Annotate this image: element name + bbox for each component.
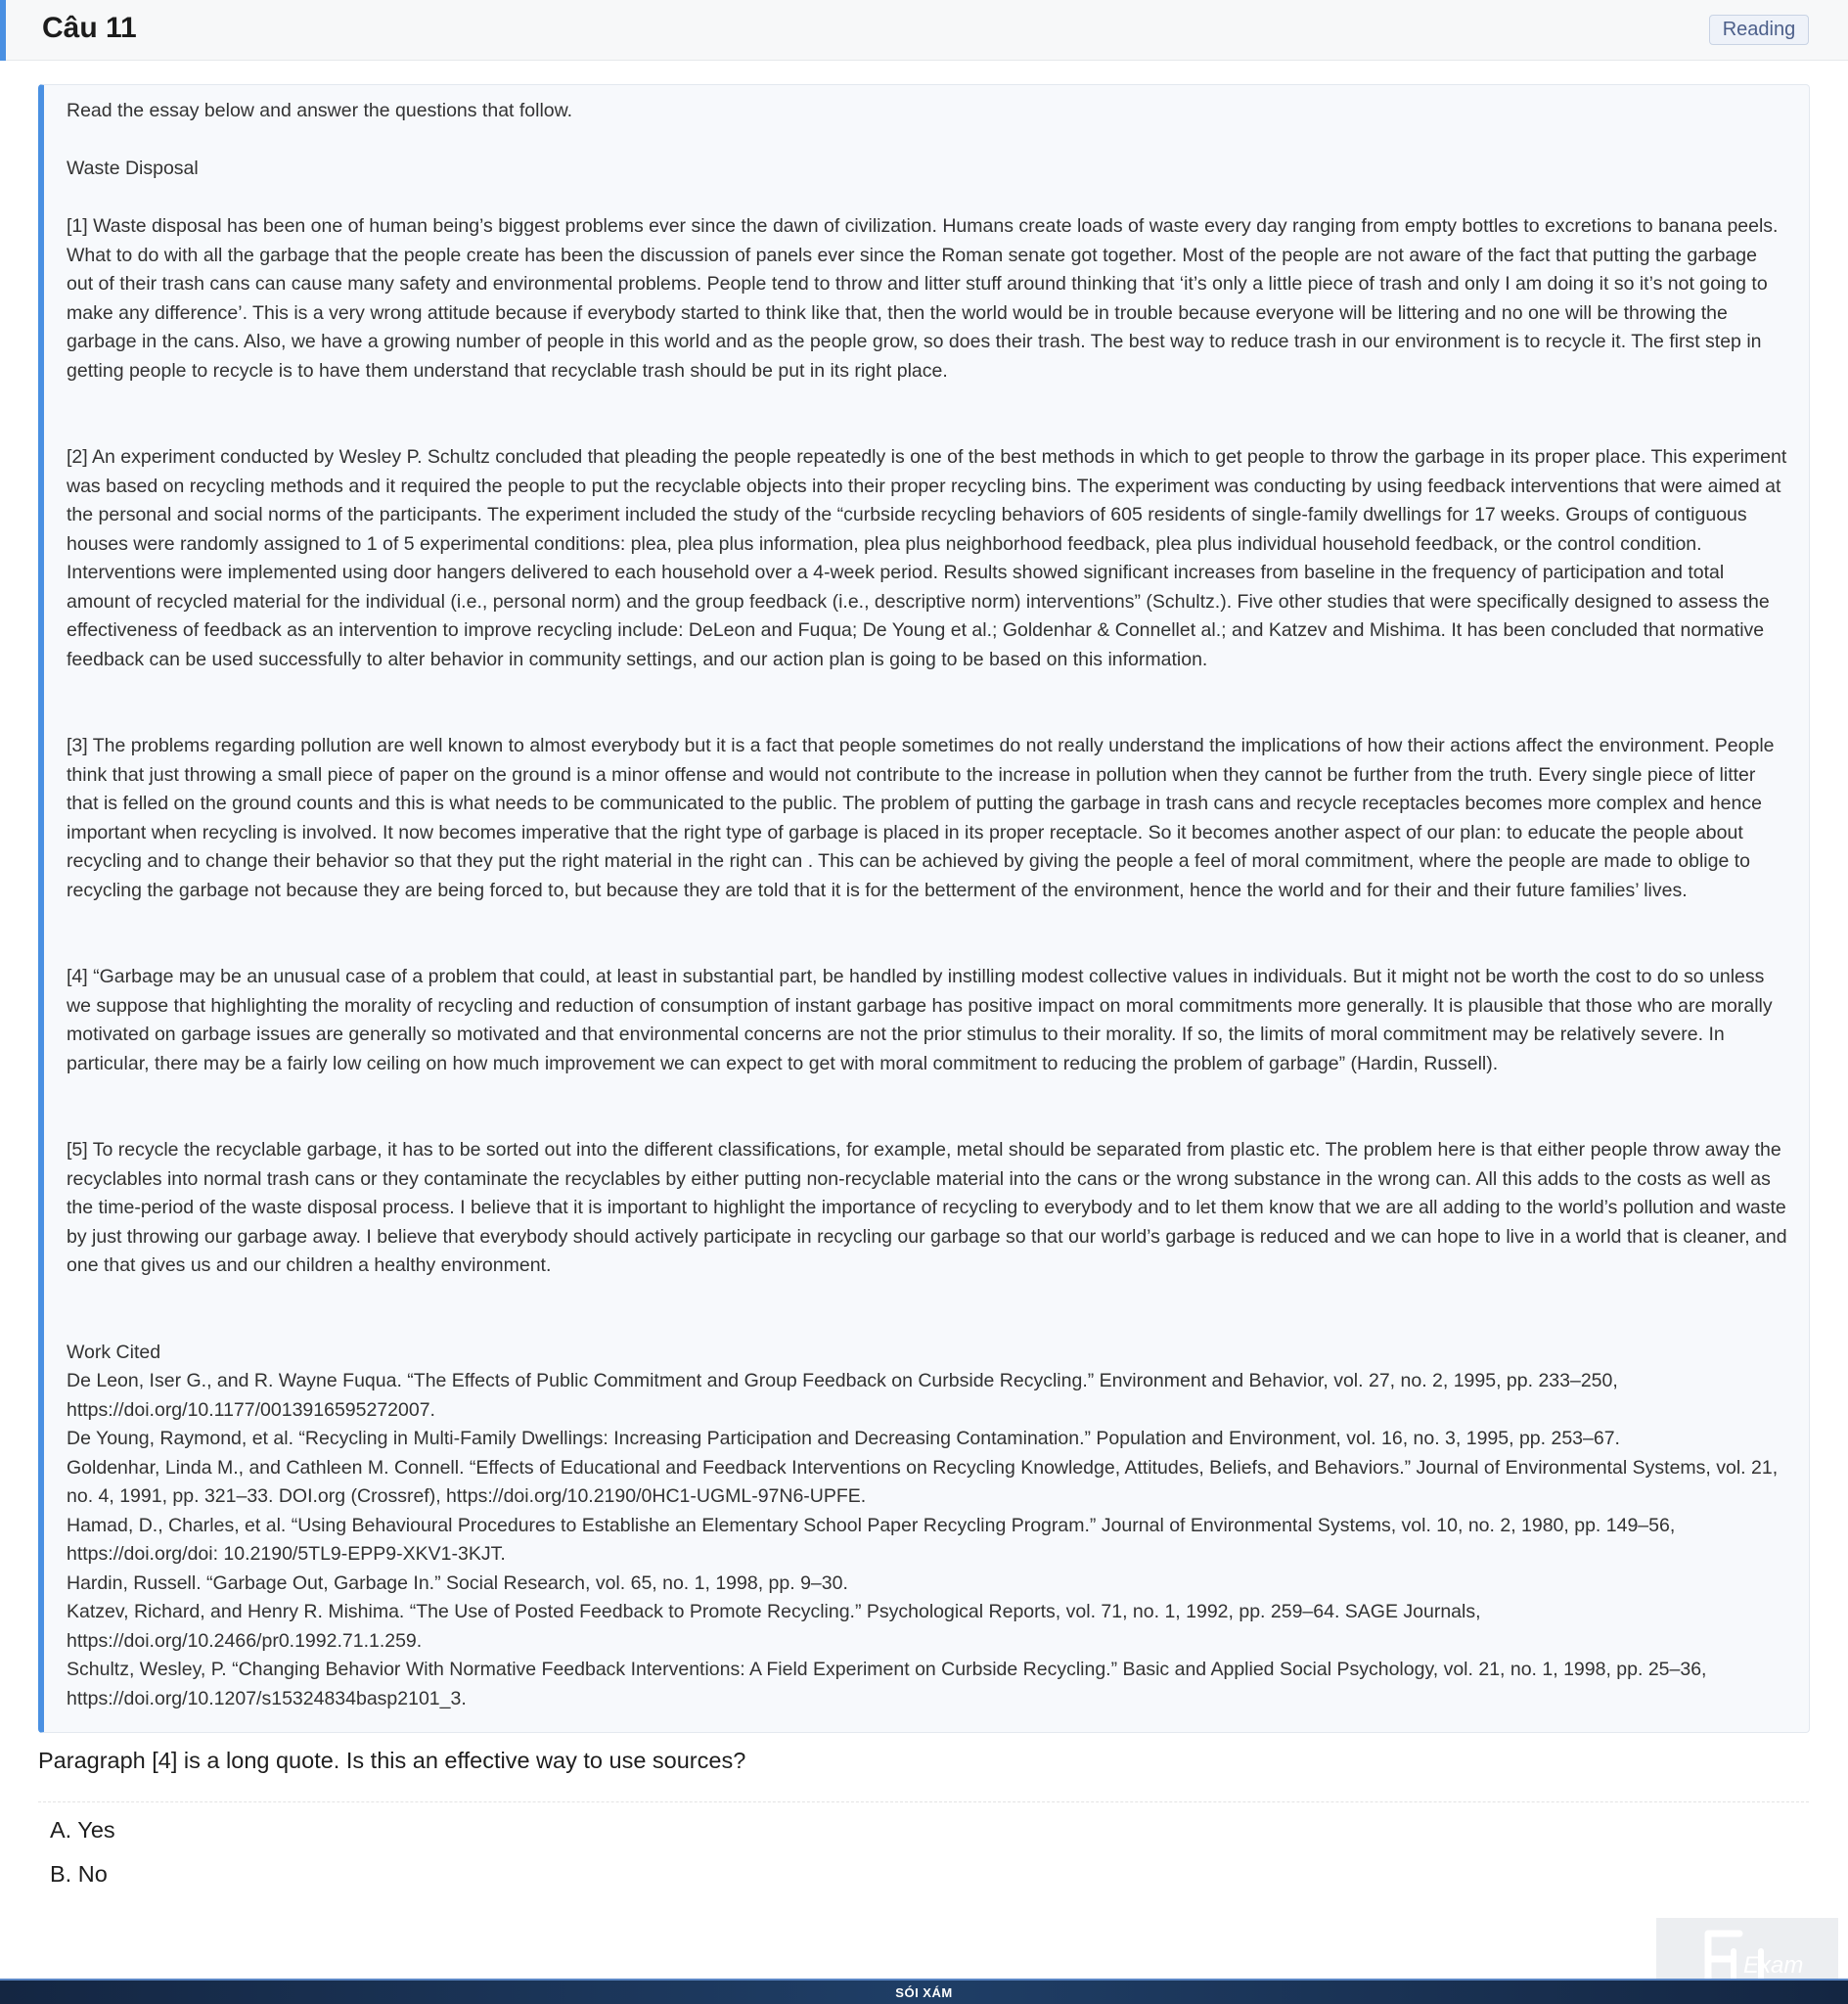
citation: Goldenhar, Linda M., and Cathleen M. Connell. “Effects of Educational and Feedback Interventions on Recycling Knowledge, Attitudes, Beliefs, and Behaviors.” Journal of Environmental Systems, vol. 21, no. 4, 1991, pp. 321–33. DOI.org (Crossref), https://doi.org/10.2190/0HC1-UGML-97N6-UPFE. bbox=[67, 1456, 1779, 1507]
site-footer-bar bbox=[0, 1979, 1848, 2004]
question-divider bbox=[38, 1801, 1809, 1802]
citation: De Young, Raymond, et al. “Recycling in Multi-Family Dwellings: Increasing Participation and Decreasing Contamination.” Population and Environment, vol. 16, no. 3, 1995, pp. 253–67. bbox=[67, 1428, 1620, 1449]
essay-title: Waste Disposal bbox=[67, 158, 199, 179]
passage-paragraph-2: [2] An experiment conducted by Wesley P. Schultz concluded that pleading the people repeatedly is one of the best methods in which to get people to throw the garbage in its proper place. This experiment was based on recycling methods and it required the people to put the recyclable objects into their proper recycling bins. The experiment was conducting by using feedback interventions that were aimed at the personal and social norms of the participants. The experiment included the study of the “curbside recycling behaviors of 605 residents of single-family dwellings for 17 weeks. Groups of contiguous houses were randomly assigned to 1 of 5 experimental conditions: plea, plea plus information, plea plus neighborhood feedback, plea plus individual household feedback, or the control condition. Interventions were implemented using door hangers delivered to each household over a 4-week period. Results showed significant increases from baseline in the frequency of participation and total amount of recycled material for the individual (i.e., personal norm) and the group feedback (i.e., descriptive norm) interventions” (Schultz.). Five other studies that were specifically designed to assess the effectiveness of feedback as an intervention to improve recycling include: DeLeon and Fuqua; De Young et al.; Goldenhar & Connellet al.; and Katzev and Mishima. It has been concluded that normative feedback can be used successfully to alter behavior in community settings, and our action plan is going to be based on this information. bbox=[67, 446, 1787, 670]
answer-option-a[interactable]: A. Yes bbox=[50, 1817, 115, 1843]
citation: Hamad, D., Charles, et al. “Using Behavioural Procedures to Establishe an Elementary School Paper Recycling Program.” Journal of Environmental Systems, vol. 10, no. 2, 1980, pp. 149–56, https://doi.org/doi: 10.2190/5TL9-EPP9-XKV1-3KJT. bbox=[67, 1514, 1676, 1565]
citation: Schultz, Wesley, P. “Changing Behavior With Normative Feedback Interventions: A Field Experiment on Curbside Recycling.” Basic and Applied Social Psychology, vol. 21, no. 1, 1998, pp. 25–36, https://doi.org/10.1207/s15324834basp2101_3. bbox=[67, 1659, 1707, 1709]
reading-passage bbox=[38, 84, 1810, 1733]
question-number-title: Câu 11 bbox=[42, 12, 137, 44]
footer-brand-text: SÓI XÁM bbox=[895, 1985, 953, 2000]
header-accent-bar bbox=[0, 0, 6, 61]
section-badge-reading: Reading bbox=[1709, 15, 1809, 45]
question-text: Paragraph [4] is a long quote. Is this an effective way to use sources? bbox=[38, 1748, 746, 1773]
works-cited-heading: Work Cited bbox=[67, 1341, 161, 1363]
passage-paragraph-3: [3] The problems regarding pollution are well known to almost everybody but it is a fact that people sometimes do not really understand the implications of how their actions affect the environment. People think that just throwing a small piece of paper on the ground is a minor offense and would not contribute to the increase in pollution when they cannot be further from the truth. Every single piece of litter that is felled on the ground counts and this is what needs to be communicated to the public. The problem of putting the garbage in trash cans and recycle receptacles becomes more complex and hence important when recycling is involved. It now becomes imperative that the right type of garbage is placed in its proper receptacle. So it becomes another aspect of our plan: to educate the people about recycling and to change their behavior so that they put the right material in the right can . This can be achieved by giving the people a feel of moral commitment, where the people are made to oblige to recycling the garbage not because they are being forced to, but because they are told that it is for the betterment of the environment, hence the world and for their and their future families’ lives. bbox=[67, 735, 1775, 901]
citation: De Leon, Iser G., and R. Wayne Fuqua. “The Effects of Public Commitment and Group Feedback on Curbside Recycling.” Environment and Behavior, vol. 27, no. 2, 1995, pp. 233–250, https://doi.org/10.1177/0013916595272007. bbox=[67, 1370, 1618, 1421]
question-header bbox=[0, 0, 1848, 61]
citation: Hardin, Russell. “Garbage Out, Garbage In.” Social Research, vol. 65, no. 1, 1998, pp. 9–30. bbox=[67, 1571, 848, 1594]
passage-instruction: Read the essay below and answer the questions that follow. bbox=[67, 100, 573, 121]
passage-paragraph-4: [4] “Garbage may be an unusual case of a problem that could, at least in substantial part, be handled by instilling modest collective values in individuals. But it might not be worth the cost to do so unless we suppose that highlighting the morality of recycling and reduction of consumption of instant garbage has positive impact on moral commitments more generally. It is plausible that those who are morally motivated on garbage issues are generally so motivated and that environmental concerns are not the prior stimulus to their morality. If so, the limits of moral commitment may be relatively severe. In particular, there may be a fairly low ceiling on how much improvement we can expect to get with moral commitment to reducing the problem of garbage” (Hardin, Russell). bbox=[67, 966, 1773, 1074]
answer-option-b[interactable]: B. No bbox=[50, 1861, 108, 1887]
passage-paragraph-1: [1] Waste disposal has been one of human being’s biggest problems ever since the dawn of civilization. Humans create loads of waste every day ranging from empty bottles to excretions to banana peels. What to do with all the garbage that the people create has been the discussion of panels ever since the Roman senate got together. Most of the people are not aware of the fact that putting the garbage out of their trash cans can cause many safety and environmental problems. People tend to throw and litter stuff around thinking that ‘it’s only a little piece of trash and only I am doing it so it’s not going to make any difference’. This is a very wrong attitude because if everybody started to think like that, then the world would be in trouble because everyone will be littering and no one will be throwing the garbage in the cans. Also, we have a growing number of people in this world and as the people grow, so does their trash. The best way to reduce trash in our environment is to recycle it. The first step in getting people to recycle is to have them understand that recyclable trash should be put in its right place. bbox=[67, 215, 1779, 382]
passage-paragraph-5: [5] To recycle the recyclable garbage, it has to be sorted out into the different classifications, for example, metal should be separated from plastic etc. The problem here is that either people throw away the recyclables into normal trash cans or they contaminate the recyclables by either putting non-recyclable material into the cans or the wrong substance in the wrong can. All this adds to the costs as well as the time-period of the waste disposal process. I believe that it is important to highlight the importance of recycling to everybody and to let them know that we are all adding to the world’s pollution and waste by just throwing our garbage away. I believe that everybody should actively participate in recycling our garbage so that our world’s garbage is reduced and we can hope to live in a world that is cleaner, and one that gives us and our children a healthy environment. bbox=[67, 1139, 1787, 1276]
svg-text:Exam: Exam bbox=[1743, 1952, 1804, 1979]
citation: Katzev, Richard, and Henry R. Mishima. “The Use of Posted Feedback to Promote Recycling.” Psychological Reports, vol. 71, no. 1, 1992, pp. 259–64. SAGE Journals, https://doi.org/10.2466/pr0.1992.71.1.259. bbox=[67, 1601, 1481, 1652]
